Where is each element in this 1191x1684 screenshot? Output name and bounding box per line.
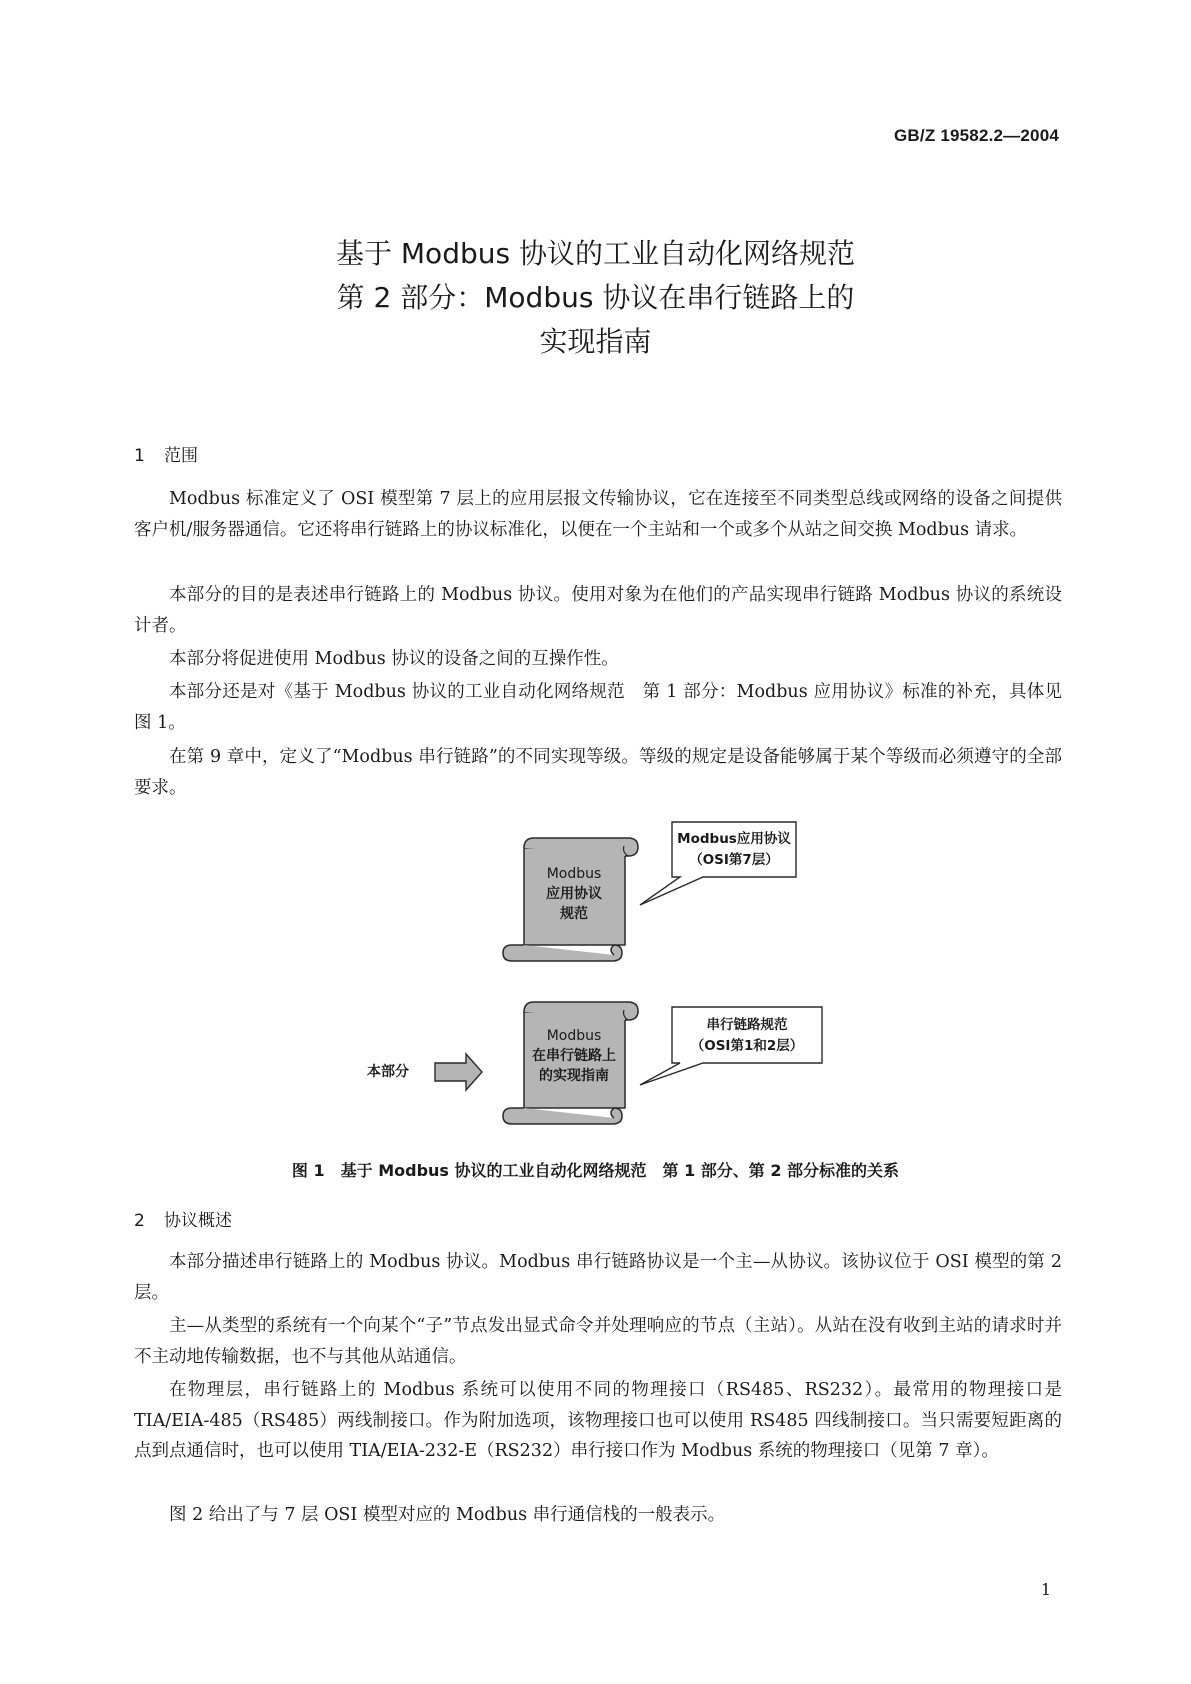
title-line-1: 基于 Modbus 协议的工业自动化网络规范 <box>336 237 855 270</box>
scroll-bottom-line-2: 在串行链路上 <box>532 1048 616 1064</box>
section-1-paragraph-1: Modbus 标准定义了 OSI 模型第 7 层上的应用层报文传输协议，它在连接至不同类型总线或网络的设备之间提供客户机/服务器通信。它还将串行链路上的协议标准化，以便在一个主站和一个或多个从站之间交换 Modbus 请求。 <box>134 489 1062 540</box>
section-2-paragraph-1: 本部分描述串行链路上的 Modbus 协议。Modbus 串行链路协议是一个主—从协议。该协议位于 OSI 模型的第 2 层。 <box>134 1252 1062 1303</box>
figure-1-caption: 图 1 基于 Modbus 协议的工业自动化网络规范 第 1 部分、第 2 部分标准的关系 <box>291 1161 900 1180</box>
section-2-title: 协议概述 <box>164 1211 232 1231</box>
section-1-paragraph-4: 本部分还是对《基于 Modbus 协议的工业自动化网络规范 第 1 部分：Modbus 应用协议》标准的补充，具体见图 1。 <box>134 682 1062 733</box>
section-1-title: 范围 <box>164 446 198 466</box>
scroll-top-line-3: 规范 <box>560 906 588 922</box>
page-number: 1 <box>1040 1580 1051 1599</box>
section-2-paragraph-2: 主—从类型的系统有一个向某个“子”节点发出显式命令并处理响应的节点（主站）。从站在没有收到主站的请求时并不主动地传输数据，也不与其他从站通信。 <box>134 1316 1062 1367</box>
section-2-paragraph-4: 图 2 给出了与 7 层 OSI 模型对应的 Modbus 串行通信栈的一般表示。 <box>169 1505 726 1525</box>
section-2-paragraph-3: 在物理层，串行链路上的 Modbus 系统可以使用不同的物理接口（RS485、RS232）。最常用的物理接口是 TIA/EIA-485（RS485）两线制接口。作为附加选项，该物理接口也可以使用 RS485 四线制接口。当只需要短距离的点到点通信时，也可以使用 TIA/EIA-232-E（RS232）串行接口作为 Modbus 系统的物理接口（见第 7 章）。 <box>134 1380 1062 1461</box>
section-2-number: 2 <box>134 1211 145 1231</box>
bubble-bottom-line-1: 串行链路规范 <box>706 1017 788 1033</box>
section-1-paragraph-5: 在第 9 章中，定义了“Modbus 串行链路”的不同实现等级。等级的规定是设备能够属于某个等级而必须遵守的全部要求。 <box>134 747 1062 798</box>
section-1-paragraph-3: 本部分将促进使用 Modbus 协议的设备之间的互操作性。 <box>169 649 619 669</box>
bubble-top-line-1: Modbus应用协议 <box>677 831 791 847</box>
bubble-bottom-line-2: （OSI第1和2层） <box>690 1038 804 1054</box>
section-1-paragraph-2: 本部分的目的是表述串行链路上的 Modbus 协议。使用对象为在他们的产品实现串行链路 Modbus 协议的系统设计者。 <box>134 585 1062 636</box>
section-1-number: 1 <box>134 446 145 466</box>
bubble-top-line-2: （OSI第7层） <box>689 852 779 868</box>
arrow-label: 本部分 <box>367 1064 409 1080</box>
standard-number: GB/Z 19582.2—2004 <box>894 126 1059 145</box>
scroll-top-line-1: Modbus <box>546 866 602 882</box>
title-line-2: 第 2 部分：Modbus 协议在串行链路上的 <box>336 281 855 314</box>
section-2-heading <box>134 1206 232 1231</box>
scroll-bottom-line-1: Modbus <box>546 1028 602 1044</box>
arrow-right-icon <box>435 1054 482 1090</box>
scroll-bottom-line-3: 的实现指南 <box>539 1068 609 1084</box>
scroll-top-line-2: 应用协议 <box>546 886 602 902</box>
title-line-3: 实现指南 <box>539 325 652 358</box>
